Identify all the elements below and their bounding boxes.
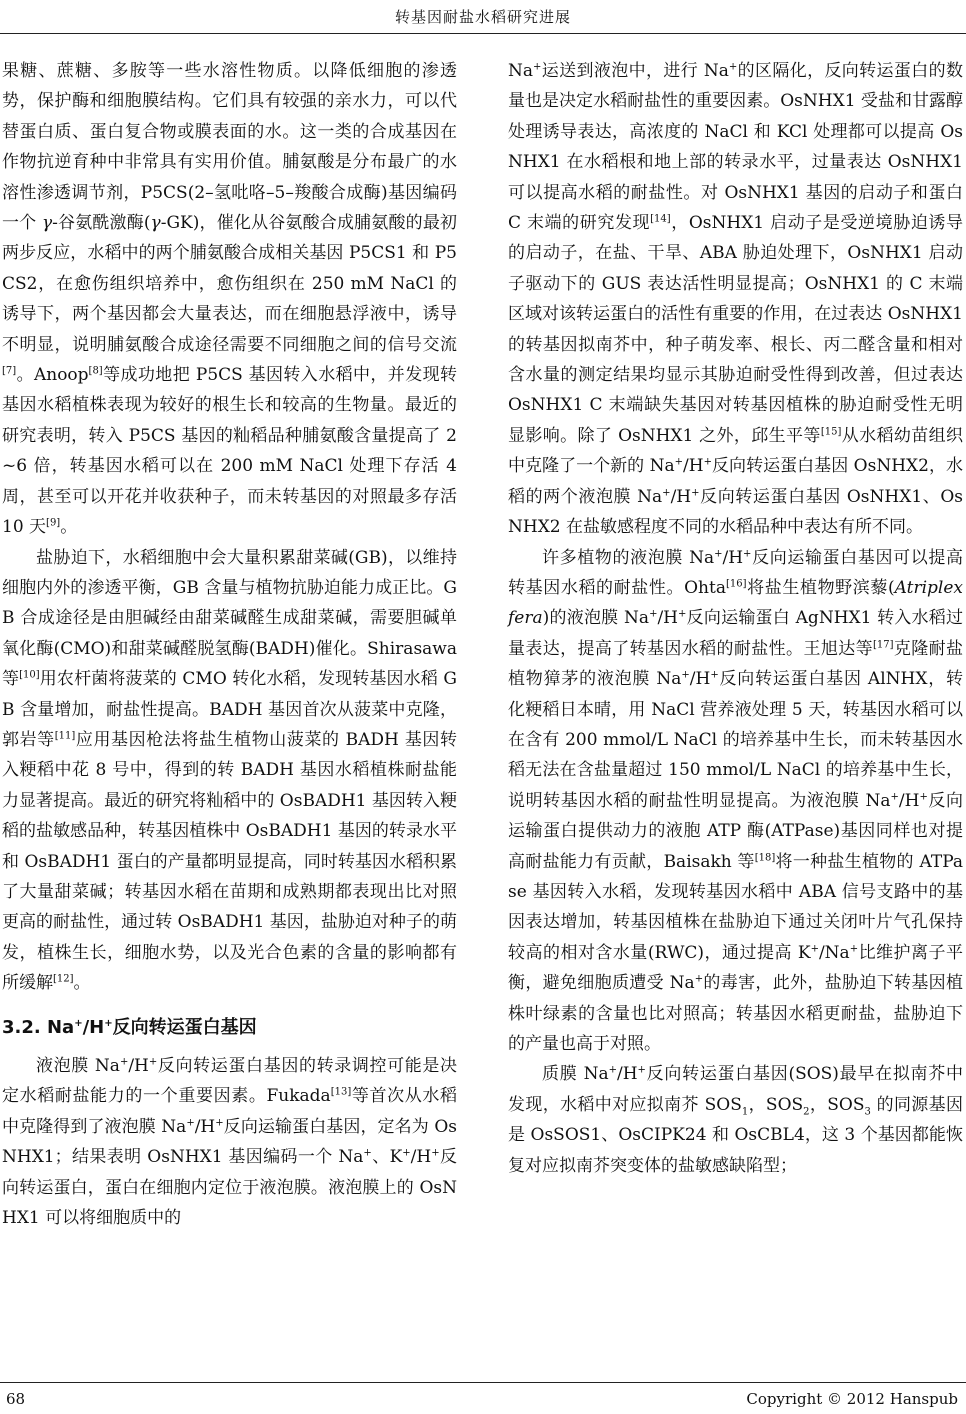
page-number: 68 [6, 1390, 26, 1408]
right-column [508, 56, 963, 1181]
copyright-notice: Copyright © 2012 Hanspub [746, 1390, 958, 1408]
paragraph: 盐胁迫下，水稻细胞中会大量积累甜菜碱(GB)，以维持细胞内外的渗透平衡，GB 含量与植物抗胁迫能力成正比。GB 合成途径是由胆碱经由甜菜碱醛生成甜菜碱，需要胆碱单氧化酶(CMO)和甜菜碱醛脱氢酶(BADH)催化。Shirasawa 等[10]用农杆菌将菠菜的 CMO 转化水稻，发现转基因水稻 GB 含量增加，耐盐性提高。BADH 基因首次从菠菜中克隆，郭岩等[11]应用基因枪法将盐生植物山菠菜的 BADH 基因转入粳稻中花 8 号中，得到的转 BADH 基因水稻植株耐盐能力显著提高。最近的研究将籼稻中的 OsBADH1 基因转入粳稻的盐敏感品种，转基因植株中 OsBADH1 基因的转录水平和 OsBADH1 蛋白的产量都明显提高，同时转基因水稻积累了大量甜菜碱；转基因水稻在苗期和成熟期都表现出比对照更高的耐盐性，通过转 OsBADH1 基因，盐胁迫对种子的萌发，植株生长，细胞水势，以及光合色素的含量的影响都有所缓解[12]。 [2, 547, 457, 994]
section-heading: 3.2. Na+/H+反向转运蛋白基因 [2, 1016, 257, 1038]
paragraph: 质膜 Na+/H+反向转运蛋白基因(SOS)最早在拟南芥中发现，水稻中对应拟南芥 $SOS_1$，$SOS_2$，$SOS_3$ 的同源基因是 OsSOS1、OsCIPK24 和 OsCBL4，这 3 个基因都能恢复对应拟南芥突变体的盐敏感缺陷型； [508, 1064, 963, 1176]
left-column [2, 56, 457, 1233]
running-header: 转基因耐盐水稻研究进展 [394, 8, 571, 26]
paragraph: 液泡膜 Na+/H+反向转运蛋白基因的转录调控可能是决定水稻耐盐能力的一个重要因素。Fukada[13]等首次从水稻中克隆得到了液泡膜 Na+/H+反向运输蛋白基因，定名为 OsNHX1；结果表明 OsNHX1 基因编码一个 Na+、K+/H+反向转运蛋白，蛋白在细胞内定位于液泡膜。液泡膜上的 OsNHX1 可以将细胞质中的 [2, 1056, 458, 1229]
paragraph: 许多植物的液泡膜 Na+/H+反向运输蛋白基因可以提高转基因水稻的耐盐性。Ohta[16]将盐生植物野滨藜(Atriplex fera)的液泡膜 Na+/H+反向运输蛋白 AgNHX1 转入水稻过量表达，提高了转基因水稻的耐盐性。王旭达等[17]克隆耐盐植物獐茅的液泡膜 Na+/H+反向转运蛋白基因 AlNHX，转化粳稻日本晴，用 NaCl 营养液处理 5 天，转基因水稻可以在含有 200 mmol/L NaCl 的培养基中生长，而未转基因水稻无法在含盐量超过 150 mmol/L NaCl 的培养基中生长，说明转基因水稻的耐盐性明显提高。为液泡膜 Na+/H+反向运输蛋白提供动力的液胞 ATP 酶(ATPase)基因同样也对提高耐盐能力有贡献，Baisakh 等[18]将一种盐生植物的 ATPase 基因转入水稻，发现转基因水稻中 ABA 信号支路中的基因表达增加，转基因植株在盐胁迫下通过关闭叶片气孔保持较高的相对含水量(RWC)，通过提高 K+/Na+比维护离子平衡，避免细胞质遭受 Na+的毒害，此外，盐胁迫下转基因植株叶绿素的含量也比对照高；转基因水稻更耐盐，盐胁迫下的产量也高于对照。 [508, 547, 964, 1054]
paragraph: 果糖、蔗糖、多胺等一些水溶性物质。以降低细胞的渗透势，保护酶和细胞膜结构。它们具有较强的亲水力，可以代替蛋白质、蛋白复合物或膜表面的水。这一类的合成基因在作物抗逆育种中非常具有实用价值。脯氨酸是分布最广的水溶性渗透调节剂，P5CS(2–氢吡咯–5–羧酸合成酶)基因编码一个 γ-谷氨酰激酶(γ-GK)，催化从谷氨酸合成脯氨酸的最初两步反应，水稻中的两个脯氨酸合成相关基因 P5CS1 和 P5CS2，在愈伤组织培养中，愈伤组织在 250 mM NaCl 的诱导下，两个基因都会大量表达，而在细胞悬浮液中，诱导不明显，说明脯氨酸合成途径需要不同细胞之间的信号交流[7]。Anoop[8]等成功地把 P5CS 基因转入水稻中，并发现转基因水稻植株表现为较好的根生长和较高的生物量。最近的研究表明，转入 P5CS 基因的籼稻品种脯氨酸含量提高了 2~6 倍，转基因水稻可以在 200 mM NaCl 处理下存活 4 周，甚至可以开花并收获种子，而未转基因的对照最多存活 10 天[9]。 [2, 61, 458, 538]
header-divider [0, 33, 966, 34]
paragraph: Na+运送到液泡中，进行 Na+的区隔化，反向转运蛋白的数量也是决定水稻耐盐性的重要因素。OsNHX1 受盐和甘露醇处理诱导表达，高浓度的 NaCl 和 KCl 处理都可以提高 OsNHX1 在水稻根和地上部的转录水平，过量表达 OsNHX1 可以提高水稻的耐盐性。对 OsNHX1 基因的启动子和蛋白 C 末端的研究发现[14]，OsNHX1 启动子是受逆境胁迫诱导的启动子，在盐、干旱、ABA 胁迫处理下，OsNHX1 启动子驱动下的 GUS 表达活性明显提高；OsNHX1 的 C 末端区域对该转运蛋白的活性有重要的作用，在过表达 OsNHX1 的转基因拟南芥中，种子萌发率、根长、丙二醛含量和相对含水量的测定结果均显示其胁迫耐受性得到改善，但过表达 OsNHX1 C 末端缺失基因对转基因植株的胁迫耐受性无明显影响。除了 OsNHX1 之外，邱生平等[15]从水稻幼苗组织中克隆了一个新的 Na+/H+反向转运蛋白基因 OsNHX2，水稻的两个液泡膜 Na+/H+反向转运蛋白基因 OsNHX1、OsNHX2 在盐敏感程度不同的水稻品种中表达有所不同。 [508, 61, 964, 538]
footer-divider [0, 1382, 966, 1383]
